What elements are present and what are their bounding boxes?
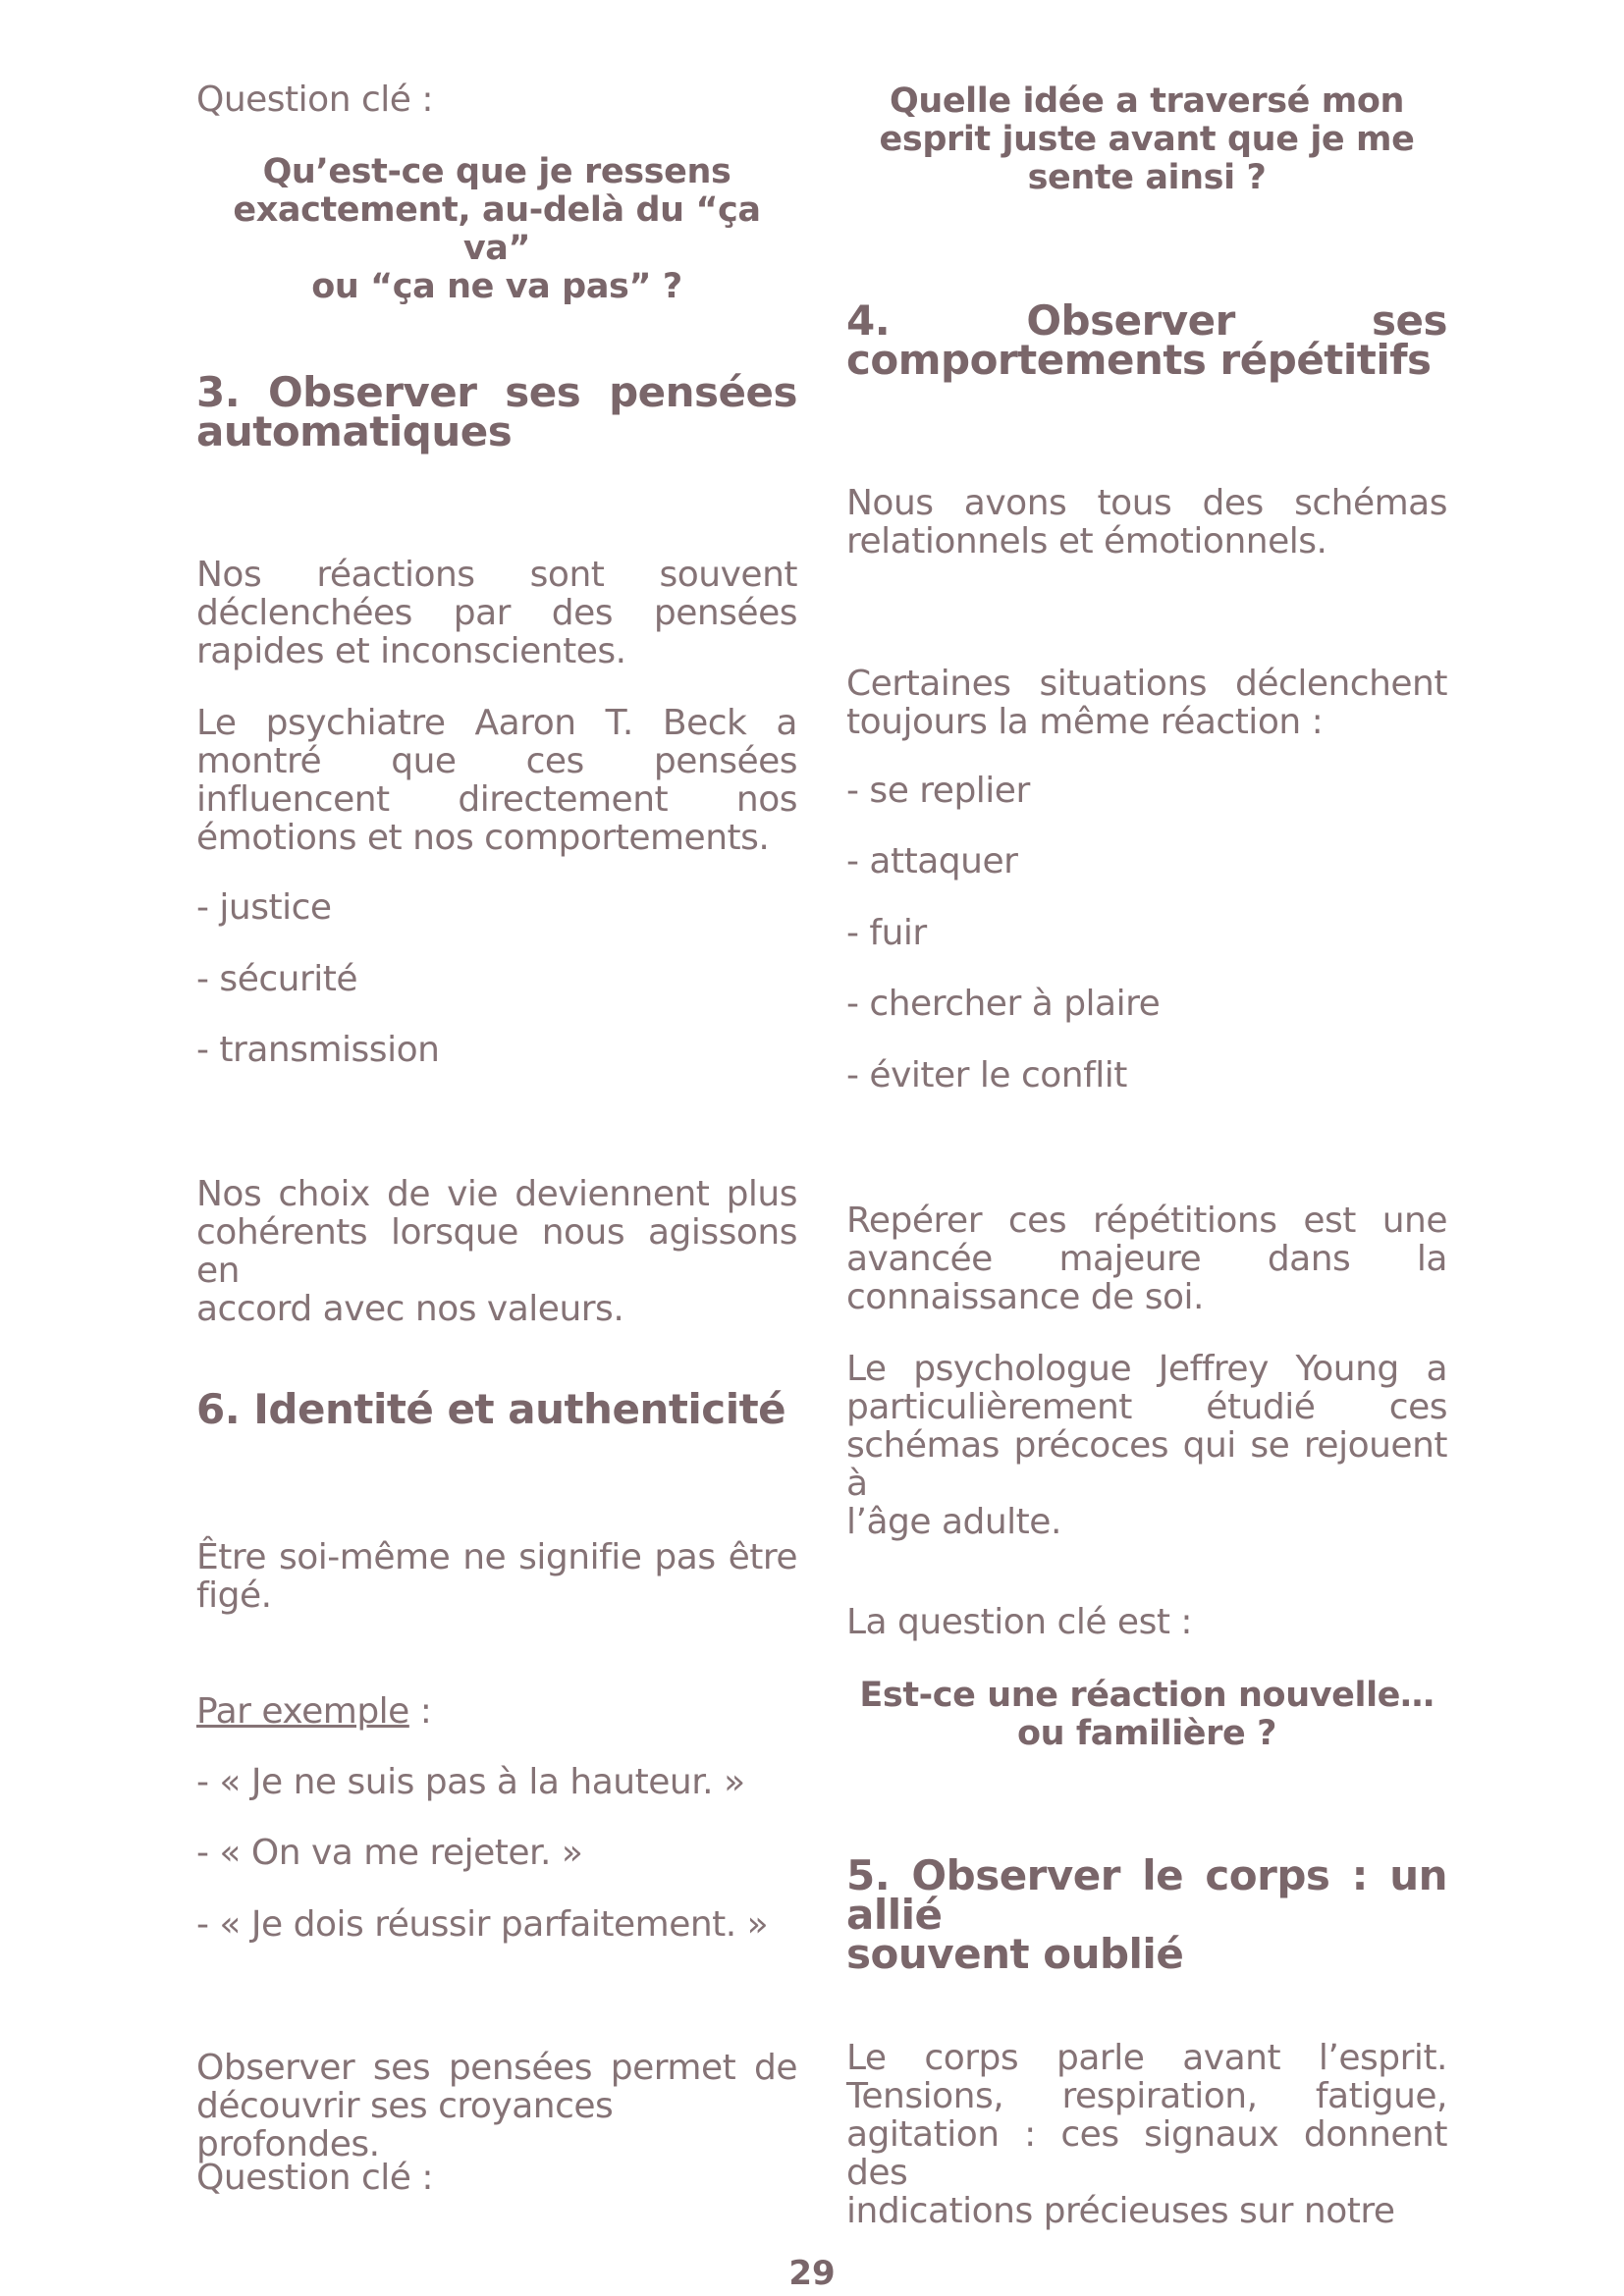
list-item: - attaquer xyxy=(846,841,1018,881)
paragraph-reactions: Nos réactions sont souvent déclenchées par des pensées rapides et inconscientes. xyxy=(196,555,797,671)
list-item: - fuir xyxy=(846,913,927,953)
page-number: 29 xyxy=(788,2254,836,2293)
list-item: - éviter le conflit xyxy=(846,1055,1127,1095)
question-label: Question clé : xyxy=(196,80,433,120)
paragraph-reperer: Repérer ces répétitions est une avancée majeure dans la connaissance de soi. xyxy=(846,1201,1447,1317)
paragraph-beck: Le psychiatre Aaron T. Beck a montré que ces pensées influencent directement nos émotions et nos comportements. xyxy=(196,703,797,858)
right-column xyxy=(846,0,1447,2296)
section-heading-6: 6. Identité et authenticité xyxy=(196,1385,786,1433)
section-heading-4: 4. Observer ses comportements répétitifs xyxy=(846,296,1447,384)
list-item: - sécurité xyxy=(196,959,358,999)
left-column xyxy=(196,0,797,2296)
paragraph-observer: Observer ses pensées permet de découvrir ses croyances profondes. xyxy=(196,2048,797,2164)
list-item: - « Je dois réussir parfaitement. » xyxy=(196,1904,769,1945)
example-label: Par exemple : xyxy=(196,1691,432,1732)
paragraph-corps: Le corps parle avant l’esprit. Tensions, respiration, fatigue, agitation : ces signaux donnent des indications précieuses sur notre xyxy=(846,2038,1447,2231)
list-item: - transmission xyxy=(196,1030,440,1070)
paragraph-schemas: Nous avons tous des schémas relationnels et émotionnels. xyxy=(846,483,1447,561)
key-question: Qu’est-ce que je ressens exactement, au-delà du “ça va” ou “ça ne va pas” ? xyxy=(233,152,761,306)
paragraph-etre: Être soi-même ne signifie pas être figé. xyxy=(196,1537,797,1616)
list-item: - justice xyxy=(196,887,332,928)
paragraph-situations: Certaines situations déclenchent toujours la même réaction : xyxy=(846,664,1447,742)
list-item: - chercher à plaire xyxy=(846,984,1161,1024)
list-item: - « On va me rejeter. » xyxy=(196,1833,583,1873)
question-label: Question clé : xyxy=(196,2158,433,2198)
list-item: - « Je ne suis pas à la hauteur. » xyxy=(196,1762,745,1802)
question-label: La question clé est : xyxy=(846,1602,1193,1642)
paragraph-young: Le psychologue Jeffrey Young a particulièrement étudié ces schémas précoces qui se rejouent à l’âge adulte. xyxy=(846,1349,1447,1542)
section-heading-3: 3. Observer ses pensées automatiques xyxy=(196,368,797,455)
key-question: Est-ce une réaction nouvelle… ou familière ? xyxy=(859,1676,1435,1753)
list-item: - se replier xyxy=(846,771,1030,811)
paragraph-choix: Nos choix de vie deviennent plus cohérents lorsque nous agissons en accord avec nos valeurs. xyxy=(196,1174,797,1329)
section-heading-5: 5. Observer le corps : un allié souvent oublié xyxy=(846,1851,1447,1978)
key-question: Quelle idée a traversé mon esprit juste avant que je me sente ainsi ? xyxy=(879,81,1415,197)
